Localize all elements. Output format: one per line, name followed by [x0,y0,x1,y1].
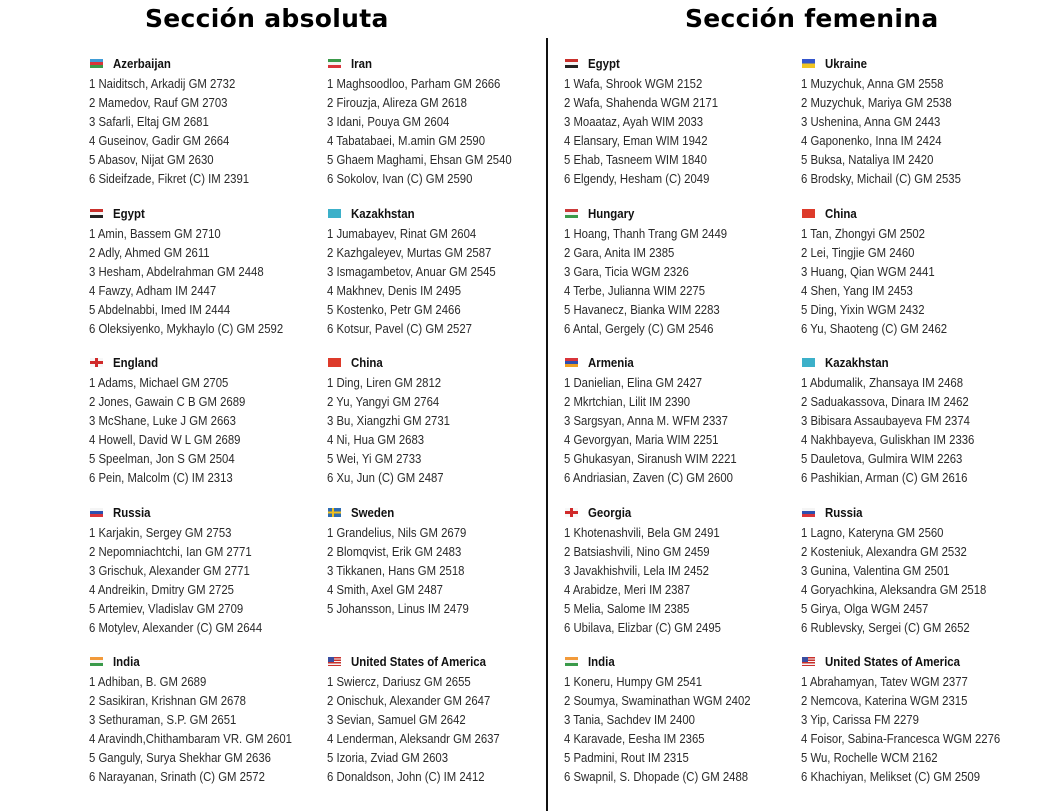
player-row: 1 Tan, Zhongyi GM 2502 [801,225,926,241]
player-row: 4 Aravindh,Chithambaram VR. GM 2601 [89,731,292,747]
player-row: 6 Pein, Malcolm (C) IM 2313 [89,470,233,486]
player-row: 2 Wafa, Shahenda WGM 2171 [564,95,719,110]
india-flag-icon [565,657,578,666]
team-header [327,55,562,72]
armenia-flag-icon [565,358,578,367]
player-row: 2 Blomqvist, Erik GM 2483 [327,543,462,559]
player-row: 1 Naiditsch, Arkadij GM 2732 [89,76,236,91]
player-row: 3 Grischuk, Alexander GM 2771 [89,562,250,578]
player-row: 1 Swiercz, Dariusz GM 2655 [327,674,471,690]
player-row: 2 Soumya, Swaminathan WGM 2402 [564,693,751,709]
player-row: 2 Onischuk, Alexander GM 2647 [327,693,491,709]
player-row: 6 Sokolov, Ivan (C) GM 2590 [327,171,473,186]
player-row: 1 Grandelius, Nils GM 2679 [327,524,467,540]
player-row: 2 Nepomniachtchi, Ian GM 2771 [89,543,252,559]
player-row: 2 Saduakassova, Dinara IM 2462 [801,394,969,410]
player-row: 1 Abdumalik, Zhansaya IM 2468 [801,375,964,391]
player-row: 6 Donaldson, John (C) IM 2412 [327,769,485,785]
player-row: 2 Kosteniuk, Alexandra GM 2532 [801,543,967,559]
column-absoluta-left [89,55,324,803]
team-header [801,55,1036,72]
player-row: 3 Hesham, Abdelrahman GM 2448 [89,263,264,279]
player-row: 4 Lenderman, Aleksandr GM 2637 [327,731,500,747]
usa-flag-icon [802,657,815,666]
team-block [327,354,562,504]
player-row: 5 Artemiev, Vladislav GM 2709 [89,600,244,616]
team-block [89,354,324,504]
player-row: 1 Amin, Bassem GM 2710 [89,225,221,241]
player-row: 5 Havanecz, Bianka WIM 2283 [564,301,720,317]
player-row: 1 Wafa, Shrook WGM 2152 [564,76,703,91]
kazakhstan-flag-icon [328,209,341,218]
player-row: 3 Gunina, Valentina GM 2501 [801,562,950,578]
player-row: 3 Bibisara Assaubayeva FM 2374 [801,413,970,429]
team-header [564,205,799,222]
player-row: 5 Girya, Olga WGM 2457 [801,600,929,616]
team-name: China [825,205,857,221]
russia-flag-icon [802,508,815,517]
team-block [801,504,1036,654]
player-row: 2 Firouzja, Alireza GM 2618 [327,95,467,110]
kazakhstan-flag-icon [802,358,815,367]
player-row: 4 Gaponenko, Inna IM 2424 [801,133,942,148]
player-row: 5 Wei, Yi GM 2733 [327,451,422,467]
player-row: 1 Hoang, Thanh Trang GM 2449 [564,225,728,241]
player-row: 2 Yu, Yangyi GM 2764 [327,394,440,410]
player-row: 4 Andreikin, Dmitry GM 2725 [89,581,234,597]
team-header [327,504,562,521]
team-name: Russia [113,504,151,520]
russia-flag-icon [90,508,103,517]
azerbaijan-flag-icon [90,59,103,68]
team-block [89,55,324,205]
player-row: 6 Khachiyan, Melikset (C) GM 2509 [801,769,981,785]
player-row: 4 Gevorgyan, Maria WIM 2251 [564,432,719,448]
team-name: Iran [351,56,372,71]
player-row: 4 Arabidze, Meri IM 2387 [564,581,691,597]
team-name: Egypt [113,205,145,221]
player-row: 4 Ni, Hua GM 2683 [327,432,425,448]
player-row: 3 Sargsyan, Anna M. WFM 2337 [564,413,728,429]
player-row: 6 Elgendy, Hesham (C) 2049 [564,171,710,186]
player-row: 5 Dauletova, Gulmira WIM 2263 [801,451,963,467]
player-row: 1 Muzychuk, Anna GM 2558 [801,76,944,91]
player-row: 5 Ehab, Tasneem WIM 1840 [564,152,707,167]
team-block [801,653,1036,803]
player-row: 3 Ismagambetov, Anuar GM 2545 [327,263,496,279]
player-row: 6 Antal, Gergely (C) GM 2546 [564,320,714,336]
player-row: 1 Abrahamyan, Tatev WGM 2377 [801,674,968,690]
player-row: 1 Khotenashvili, Bela GM 2491 [564,524,720,540]
player-row: 3 Huang, Qian WGM 2441 [801,263,935,279]
team-header [89,354,324,371]
player-row: 5 Ghukasyan, Siranush WIM 2221 [564,451,737,467]
team-block [89,504,324,654]
player-row: 2 Nemcova, Katerina WGM 2315 [801,693,968,709]
player-row: 4 Makhnev, Denis IM 2495 [327,282,462,298]
player-row: 3 Yip, Carissa FM 2279 [801,712,919,728]
player-row: 4 Howell, David W L GM 2689 [89,432,241,448]
player-row: 3 McShane, Luke J GM 2663 [89,413,236,429]
team-header [564,55,799,72]
player-row: 6 Andriasian, Zaven (C) GM 2600 [564,470,733,486]
team-name: Kazakhstan [351,205,415,221]
player-row: 3 Sevian, Samuel GM 2642 [327,712,466,728]
team-header [89,55,324,72]
team-header [89,653,324,670]
player-row: 4 Nakhbayeva, Guliskhan IM 2336 [801,432,975,448]
player-row: 6 Oleksiyenko, Mykhaylo (C) GM 2592 [89,320,284,336]
player-row: 2 Mamedov, Rauf GM 2703 [89,95,228,110]
india-flag-icon [90,657,103,666]
player-row: 2 Gara, Anita IM 2385 [564,244,675,260]
player-row: 3 Moaataz, Ayah WIM 2033 [564,114,704,129]
player-row: 1 Karjakin, Sergey GM 2753 [89,524,232,540]
team-header [89,504,324,521]
player-row: 3 Bu, Xiangzhi GM 2731 [327,413,450,429]
player-row: 6 Motylev, Alexander (C) GM 2644 [89,619,263,635]
player-row: 5 Abdelnabbi, Imed IM 2444 [89,301,231,317]
team-block [564,653,799,803]
team-block [564,354,799,504]
player-row: 5 Speelman, Jon S GM 2504 [89,451,235,467]
section-title-femenina: Sección femenina [685,4,939,33]
team-block [801,55,1036,205]
team-header [564,504,799,521]
player-row: 4 Guseinov, Gadir GM 2664 [89,133,230,148]
player-row: 6 Rublevsky, Sergei (C) GM 2652 [801,619,970,635]
player-row: 3 Tikkanen, Hans GM 2518 [327,562,465,578]
team-block [801,354,1036,504]
team-header [801,354,1036,371]
team-header [564,354,799,371]
team-name: Russia [825,504,863,520]
player-row: 5 Ding, Yixin WGM 2432 [801,301,925,317]
team-block [564,504,799,654]
player-row: 4 Karavade, Eesha IM 2365 [564,731,705,747]
team-block [327,205,562,355]
player-row: 5 Izoria, Zviad GM 2603 [327,750,449,766]
player-row: 6 Ubilava, Elizbar (C) GM 2495 [564,619,721,635]
player-row: 3 Sethuraman, S.P. GM 2651 [89,712,237,728]
player-row: 6 Xu, Jun (C) GM 2487 [327,470,444,486]
player-row: 6 Yu, Shaoteng (C) GM 2462 [801,320,948,336]
egypt-flag-icon [90,209,103,218]
player-row: 3 Tania, Sachdev IM 2400 [564,712,695,728]
team-header [327,354,562,371]
player-row: 2 Jones, Gawain C B GM 2689 [89,394,246,410]
player-row: 6 Swapnil, S. Dhopade (C) GM 2488 [564,769,749,785]
player-row: 1 Danielian, Elina GM 2427 [564,375,703,391]
player-row: 6 Brodsky, Michail (C) GM 2535 [801,171,961,186]
player-row: 5 Johansson, Linus IM 2479 [327,600,469,616]
team-name: India [588,654,615,670]
team-header [801,205,1036,222]
player-row: 5 Padmini, Rout IM 2315 [564,750,689,766]
player-row: 6 Sideifzade, Fikret (C) IM 2391 [89,171,250,186]
egypt-flag-icon [565,59,578,68]
section-title-absoluta: Sección absoluta [145,4,389,33]
player-row: 4 Goryachkina, Aleksandra GM 2518 [801,581,987,597]
team-name: England [113,355,159,371]
team-name: Hungary [588,205,635,221]
player-row: 1 Adams, Michael GM 2705 [89,375,229,391]
player-row: 5 Buksa, Nataliya IM 2420 [801,152,934,167]
player-row: 5 Abasov, Nijat GM 2630 [89,152,214,167]
player-row: 2 Sasikiran, Krishnan GM 2678 [89,693,246,709]
team-name: Kazakhstan [825,355,889,371]
player-row: 2 Batsiashvili, Nino GM 2459 [564,543,710,559]
player-row: 3 Safarli, Eltaj GM 2681 [89,114,209,129]
team-block [564,205,799,355]
sweden-flag-icon [328,508,341,517]
player-row: 1 Maghsoodloo, Parham GM 2666 [327,76,501,91]
player-row: 5 Ghaem Maghami, Ehsan GM 2540 [327,152,512,167]
team-name: Armenia [588,355,634,371]
player-row: 1 Ding, Liren GM 2812 [327,375,442,391]
team-header [564,653,799,670]
team-header [327,653,562,670]
player-row: 4 Terbe, Julianna WIM 2275 [564,282,706,298]
player-row: 3 Javakhishvili, Lela IM 2452 [564,562,710,578]
player-row: 1 Jumabayev, Rinat GM 2604 [327,225,477,241]
player-row: 4 Fawzy, Adham IM 2447 [89,282,217,298]
team-name: United States of America [825,654,960,670]
georgia-flag-icon [565,508,578,517]
team-name: Egypt [588,56,620,71]
player-row: 4 Tabatabaei, M.amin GM 2590 [327,133,486,148]
team-block [89,205,324,355]
player-row: 2 Mkrtchian, Lilit IM 2390 [564,394,691,410]
player-row: 4 Smith, Axel GM 2487 [327,581,443,597]
player-row: 3 Idani, Pouya GM 2604 [327,114,450,129]
england-flag-icon [90,358,103,367]
player-row: 4 Shen, Yang IM 2453 [801,282,913,298]
team-name: Ukraine [825,56,867,71]
team-header [327,205,562,222]
team-block [89,653,324,803]
team-name: India [113,654,140,670]
player-row: 1 Koneru, Humpy GM 2541 [564,674,703,690]
player-row: 5 Melia, Salome IM 2385 [564,600,690,616]
player-row: 2 Kazhgaleyev, Murtas GM 2587 [327,244,492,260]
china-flag-icon [328,358,341,367]
player-row: 6 Narayanan, Srinath (C) GM 2572 [89,769,265,785]
team-header [801,504,1036,521]
player-row: 5 Kostenko, Petr GM 2466 [327,301,461,317]
team-block [564,55,799,205]
china-flag-icon [802,209,815,218]
team-block [327,55,562,205]
player-row: 2 Adly, Ahmed GM 2611 [89,244,210,260]
team-name: Georgia [588,504,632,520]
player-row: 1 Adhiban, B. GM 2689 [89,674,207,690]
team-name: China [351,355,383,371]
player-row: 3 Ushenina, Anna GM 2443 [801,114,941,129]
player-row: 3 Gara, Ticia WGM 2326 [564,263,689,279]
team-name: Azerbaijan [113,56,171,71]
hungary-flag-icon [565,209,578,218]
usa-flag-icon [328,657,341,666]
team-block [801,205,1036,355]
player-row: 5 Ganguly, Surya Shekhar GM 2636 [89,750,271,766]
player-row: 6 Pashikian, Arman (C) GM 2616 [801,470,968,486]
player-row: 2 Muzychuk, Mariya GM 2538 [801,95,952,110]
column-absoluta-right [327,55,562,803]
team-name: United States of America [351,654,486,670]
team-block [327,504,562,654]
column-femenina-left [564,55,799,803]
team-block [327,653,562,803]
team-header [801,653,1036,670]
team-header [89,205,324,222]
player-row: 4 Foisor, Sabina-Francesca WGM 2276 [801,731,1001,747]
player-row: 5 Wu, Rochelle WCM 2162 [801,750,938,766]
player-row: 1 Lagno, Kateryna GM 2560 [801,524,944,540]
player-row: 2 Lei, Tingjie GM 2460 [801,244,915,260]
player-row: 6 Kotsur, Pavel (C) GM 2527 [327,320,472,336]
ukraine-flag-icon [802,59,815,68]
iran-flag-icon [328,59,341,68]
team-name: Sweden [351,504,395,520]
column-femenina-right [801,55,1036,803]
player-row: 4 Elansary, Eman WIM 1942 [564,133,708,148]
